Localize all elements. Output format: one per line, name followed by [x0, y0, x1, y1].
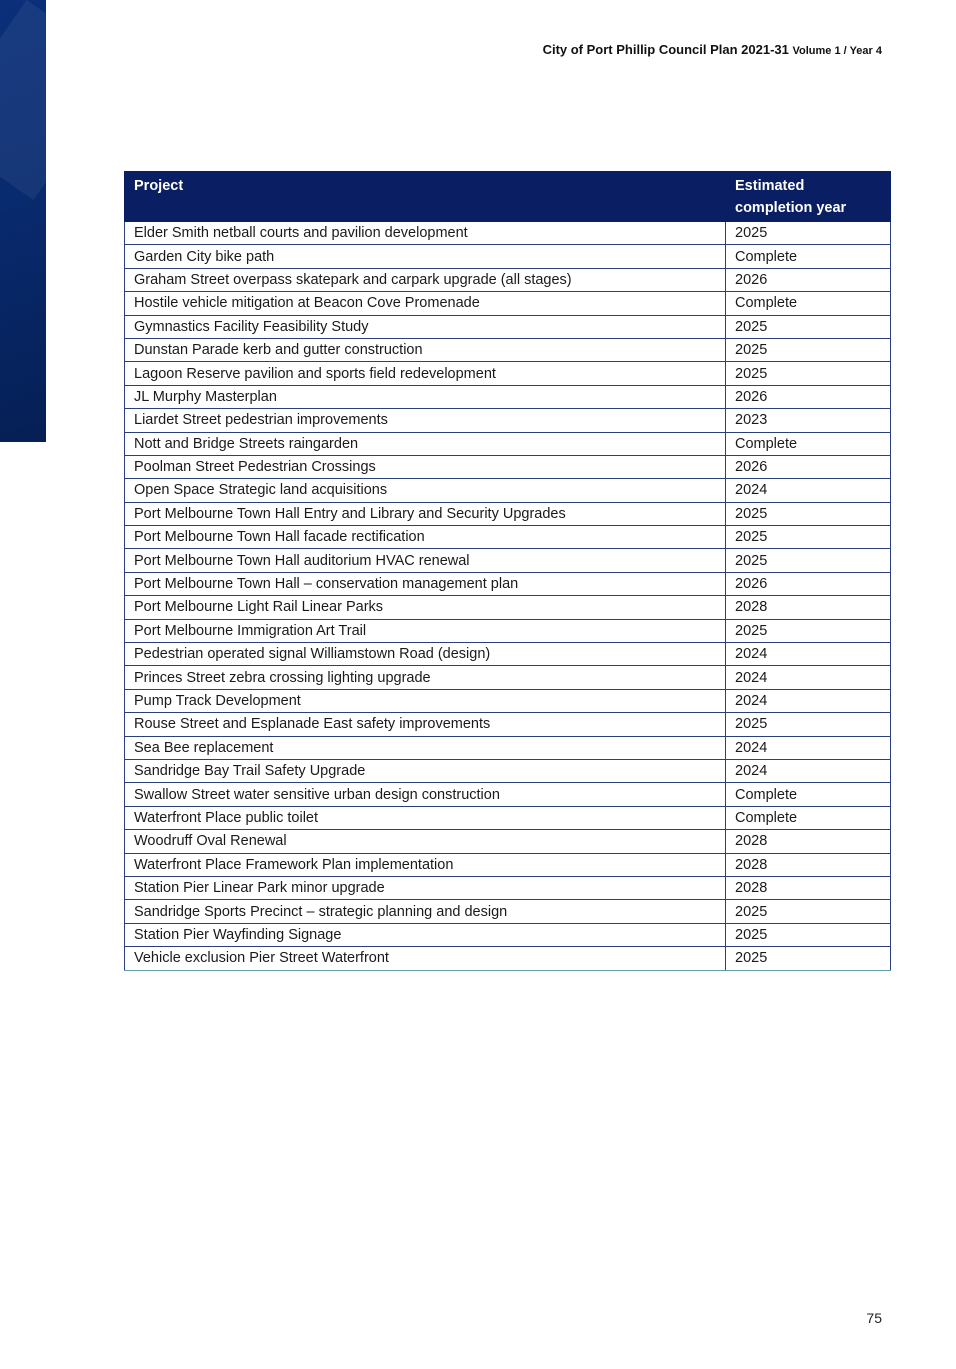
project-name-cell: Princes Street zebra crossing lighting upgrade [125, 666, 726, 689]
table-row [125, 362, 891, 385]
project-name-cell: Port Melbourne Light Rail Linear Parks [125, 596, 726, 619]
table-row [125, 245, 891, 268]
project-name-cell: JL Murphy Masterplan [125, 385, 726, 408]
project-name-cell: Rouse Street and Esplanade East safety improvements [125, 713, 726, 736]
table-row [125, 689, 891, 712]
document-subtitle: Volume 1 / Year 4 [792, 45, 882, 57]
table-row [125, 596, 891, 619]
table-row [125, 736, 891, 759]
completion-year-cell: 2025 [726, 713, 891, 736]
table-row [125, 479, 891, 502]
completion-year-cell: 2025 [726, 315, 891, 338]
completion-year-cell: 2025 [726, 222, 891, 245]
completion-year-cell: 2025 [726, 900, 891, 923]
side-decorative-band [0, 0, 46, 442]
project-name-cell: Station Pier Wayfinding Signage [125, 923, 726, 946]
column-header-completion-year: Estimated completion year [726, 172, 891, 222]
project-name-cell: Pedestrian operated signal Williamstown Road (design) [125, 643, 726, 666]
project-name-cell: Port Melbourne Town Hall – conservation management plan [125, 572, 726, 595]
table-row [125, 292, 891, 315]
project-name-cell: Gymnastics Facility Feasibility Study [125, 315, 726, 338]
project-name-cell: Dunstan Parade kerb and gutter construction [125, 338, 726, 361]
completion-year-cell: 2024 [726, 759, 891, 782]
project-name-cell: Graham Street overpass skatepark and carpark upgrade (all stages) [125, 268, 726, 291]
completion-year-cell: 2025 [726, 526, 891, 549]
project-name-cell: Liardet Street pedestrian improvements [125, 409, 726, 432]
completion-year-cell: 2024 [726, 643, 891, 666]
table-row [125, 830, 891, 853]
table-row [125, 759, 891, 782]
table-row [125, 900, 891, 923]
project-name-cell: Waterfront Place Framework Plan implementation [125, 853, 726, 876]
completion-year-cell: 2025 [726, 549, 891, 572]
page-number: 75 [866, 1310, 882, 1326]
completion-year-cell: 2024 [726, 689, 891, 712]
project-name-cell: Vehicle exclusion Pier Street Waterfront [125, 947, 726, 970]
project-name-cell: Port Melbourne Immigration Art Trail [125, 619, 726, 642]
table-row [125, 806, 891, 829]
table-row [125, 549, 891, 572]
completion-year-cell: 2028 [726, 596, 891, 619]
project-name-cell: Woodruff Oval Renewal [125, 830, 726, 853]
table-row [125, 385, 891, 408]
table-row [125, 923, 891, 946]
table-row [125, 502, 891, 525]
completion-year-cell: 2026 [726, 455, 891, 478]
table-row [125, 455, 891, 478]
completion-year-cell: Complete [726, 783, 891, 806]
table-row [125, 338, 891, 361]
completion-year-cell: 2025 [726, 619, 891, 642]
table-row [125, 268, 891, 291]
project-name-cell: Hostile vehicle mitigation at Beacon Cove Promenade [125, 292, 726, 315]
completion-year-cell: Complete [726, 806, 891, 829]
completion-year-cell: Complete [726, 292, 891, 315]
completion-year-cell: 2025 [726, 502, 891, 525]
column-header-project: Project [125, 172, 726, 222]
completion-year-cell: 2025 [726, 362, 891, 385]
table-row [125, 666, 891, 689]
table-row [125, 643, 891, 666]
projects-table [124, 171, 891, 971]
table-row [125, 947, 891, 970]
project-name-cell: Sandridge Bay Trail Safety Upgrade [125, 759, 726, 782]
project-name-cell: Lagoon Reserve pavilion and sports field redevelopment [125, 362, 726, 385]
completion-year-cell: 2026 [726, 268, 891, 291]
table-row [125, 853, 891, 876]
completion-year-cell: 2023 [726, 409, 891, 432]
table-row [125, 876, 891, 899]
completion-year-cell: 2024 [726, 666, 891, 689]
project-name-cell: Waterfront Place public toilet [125, 806, 726, 829]
document-title: City of Port Phillip Council Plan 2021-31 [542, 42, 789, 57]
completion-year-cell: 2024 [726, 736, 891, 759]
completion-year-cell: 2028 [726, 853, 891, 876]
table-row [125, 315, 891, 338]
project-name-cell: Sea Bee replacement [125, 736, 726, 759]
project-name-cell: Nott and Bridge Streets raingarden [125, 432, 726, 455]
project-name-cell: Port Melbourne Town Hall auditorium HVAC renewal [125, 549, 726, 572]
project-name-cell: Poolman Street Pedestrian Crossings [125, 455, 726, 478]
project-name-cell: Swallow Street water sensitive urban design construction [125, 783, 726, 806]
table-row [125, 713, 891, 736]
completion-year-cell: 2028 [726, 830, 891, 853]
table-row [125, 222, 891, 245]
table-row [125, 432, 891, 455]
table-body [125, 222, 891, 971]
project-name-cell: Sandridge Sports Precinct – strategic planning and design [125, 900, 726, 923]
project-name-cell: Station Pier Linear Park minor upgrade [125, 876, 726, 899]
table-row [125, 783, 891, 806]
project-name-cell: Elder Smith netball courts and pavilion development [125, 222, 726, 245]
completion-year-cell: 2028 [726, 876, 891, 899]
project-name-cell: Pump Track Development [125, 689, 726, 712]
table-row [125, 619, 891, 642]
completion-year-cell: 2025 [726, 923, 891, 946]
table-header-row [125, 172, 891, 222]
completion-year-cell: Complete [726, 432, 891, 455]
project-name-cell: Port Melbourne Town Hall facade rectification [125, 526, 726, 549]
table-row [125, 409, 891, 432]
completion-year-cell: 2026 [726, 385, 891, 408]
table-row [125, 572, 891, 595]
completion-year-cell: 2025 [726, 338, 891, 361]
completion-year-cell: Complete [726, 245, 891, 268]
completion-year-cell: 2026 [726, 572, 891, 595]
completion-year-cell: 2025 [726, 947, 891, 970]
project-name-cell: Open Space Strategic land acquisitions [125, 479, 726, 502]
table-row [125, 526, 891, 549]
page-header [543, 42, 882, 57]
project-name-cell: Garden City bike path [125, 245, 726, 268]
project-name-cell: Port Melbourne Town Hall Entry and Library and Security Upgrades [125, 502, 726, 525]
completion-year-cell: 2024 [726, 479, 891, 502]
